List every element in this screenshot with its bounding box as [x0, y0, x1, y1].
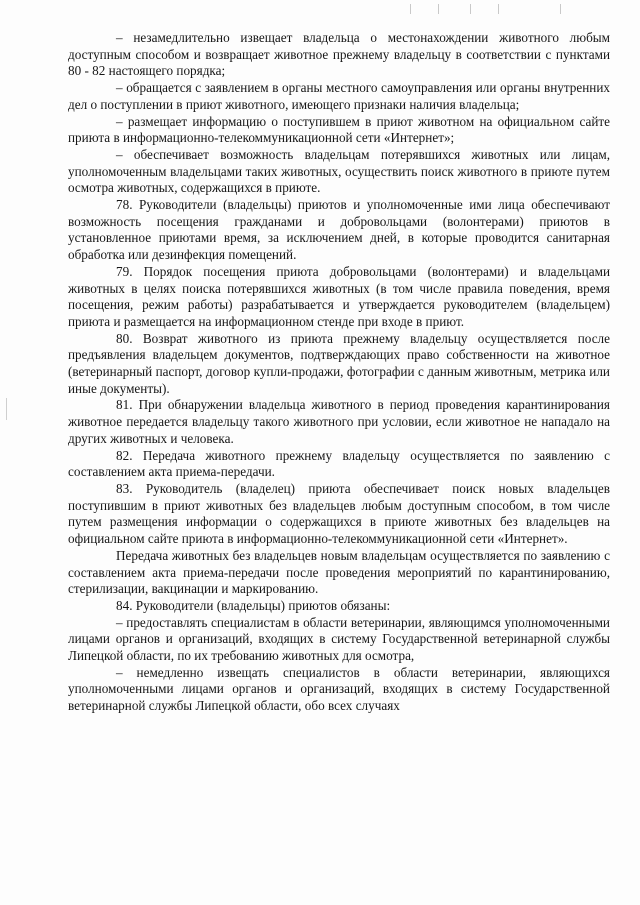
- paragraph-publish-info: – размещает информацию о поступившем в приют животном на официальном сайте приюта в информационно-телекоммуникационной сети «Интернет»;: [68, 113, 610, 146]
- paragraph-item-83: 83. Руководитель (владелец) приюта обеспечивает поиск новых владельцев поступившим в приют животных без владельцев любым доступным способом, в том числе путем размещения информации о содержащихся в приюте животных без владельцев на официальном сайте приюта в информационно-телекоммуникационной сети «Интернет».: [68, 480, 610, 547]
- paragraph-item-80: 80. Возврат животного из приюта прежнему владельцу осуществляется после предъявления владельцем документов, подтверждающих право собственности на животное (ветеринарный паспорт, договор купли-продажи, фотографии с данным животным, метрика или иные документы).: [68, 330, 610, 396]
- paragraph-item-78: 78. Руководители (владельцы) приютов и уполномоченные ими лица обеспечивают возможность посещения гражданами и добровольцами (волонтерами) приютов в установленное приютами время, за исключением дней, в которые проводится санитарная обработка или дезинфекция помещений.: [68, 197, 610, 263]
- paragraph-search-possibility: – обеспечивает возможность владельцам потерявшихся животных или лицам, уполномоченным владельцами таких животных, осуществить поиск животного в приюте путем осмотра животных, содержащихся в приюте.: [68, 146, 610, 196]
- paragraph-transfer-new-owners: Передача животных без владельцев новым владельцам осуществляется по заявлению с составлением акта приема-передачи после проведения мероприятий по карантинированию, стерилизации, вакцинации и маркированию.: [68, 547, 610, 597]
- paragraph-apply-authorities: – обращается с заявлением в органы местного самоуправления или органы внутренних дел о поступлении в приют животного, имеющего признаки наличия владельца;: [68, 80, 610, 112]
- paragraph-item-79: 79. Порядок посещения приюта добровольцами (волонтерами) и владельцами животных в целях поиска потерявшихся животных (в том числе правила поведения, время посещения, режим работы) разрабатывается и утверждается руководителем (владельцем) приюта и размещается на информационном стенде при входе в приют.: [68, 263, 610, 329]
- paragraph-provide-animals: – предоставлять специалистам в области ветеринарии, являющимся уполномоченными лицами органов и организаций, входящих в систему Государственной ветеринарной службы Липецкой области, по их требованию животных для осмотра,: [68, 614, 610, 664]
- paragraph-item-81: 81. При обнаружении владельца животного в период проведения карантинирования животное передается владельцу такого животного при условии, если животное не нападало на других животных и человека.: [68, 397, 610, 446]
- paragraph-item-84: 84. Руководители (владельцы) приютов обязаны:: [116, 597, 391, 613]
- paragraph-item-82: 82. Передача животного прежнему владельцу осуществляется по заявлению с составлением акта приема-передачи.: [68, 447, 610, 480]
- document-body: [68, 30, 610, 715]
- scan-artifact-side: [6, 398, 7, 420]
- paragraph-notify-specialists: – немедленно извещать специалистов в области ветеринарии, являющихся уполномоченными лицами органов и организаций, входящих в систему Государственной ветеринарной службы Липецкой области, обо всех случаях: [68, 664, 610, 714]
- paragraph-notify-owner: – незамедлительно извещает владельца о местонахождении животного любым доступным способом и возвращает животное прежнему владельцу в соответствии с пунктами 80 - 82 настоящего порядка;: [68, 30, 610, 79]
- scan-artifact-marks: [410, 4, 600, 18]
